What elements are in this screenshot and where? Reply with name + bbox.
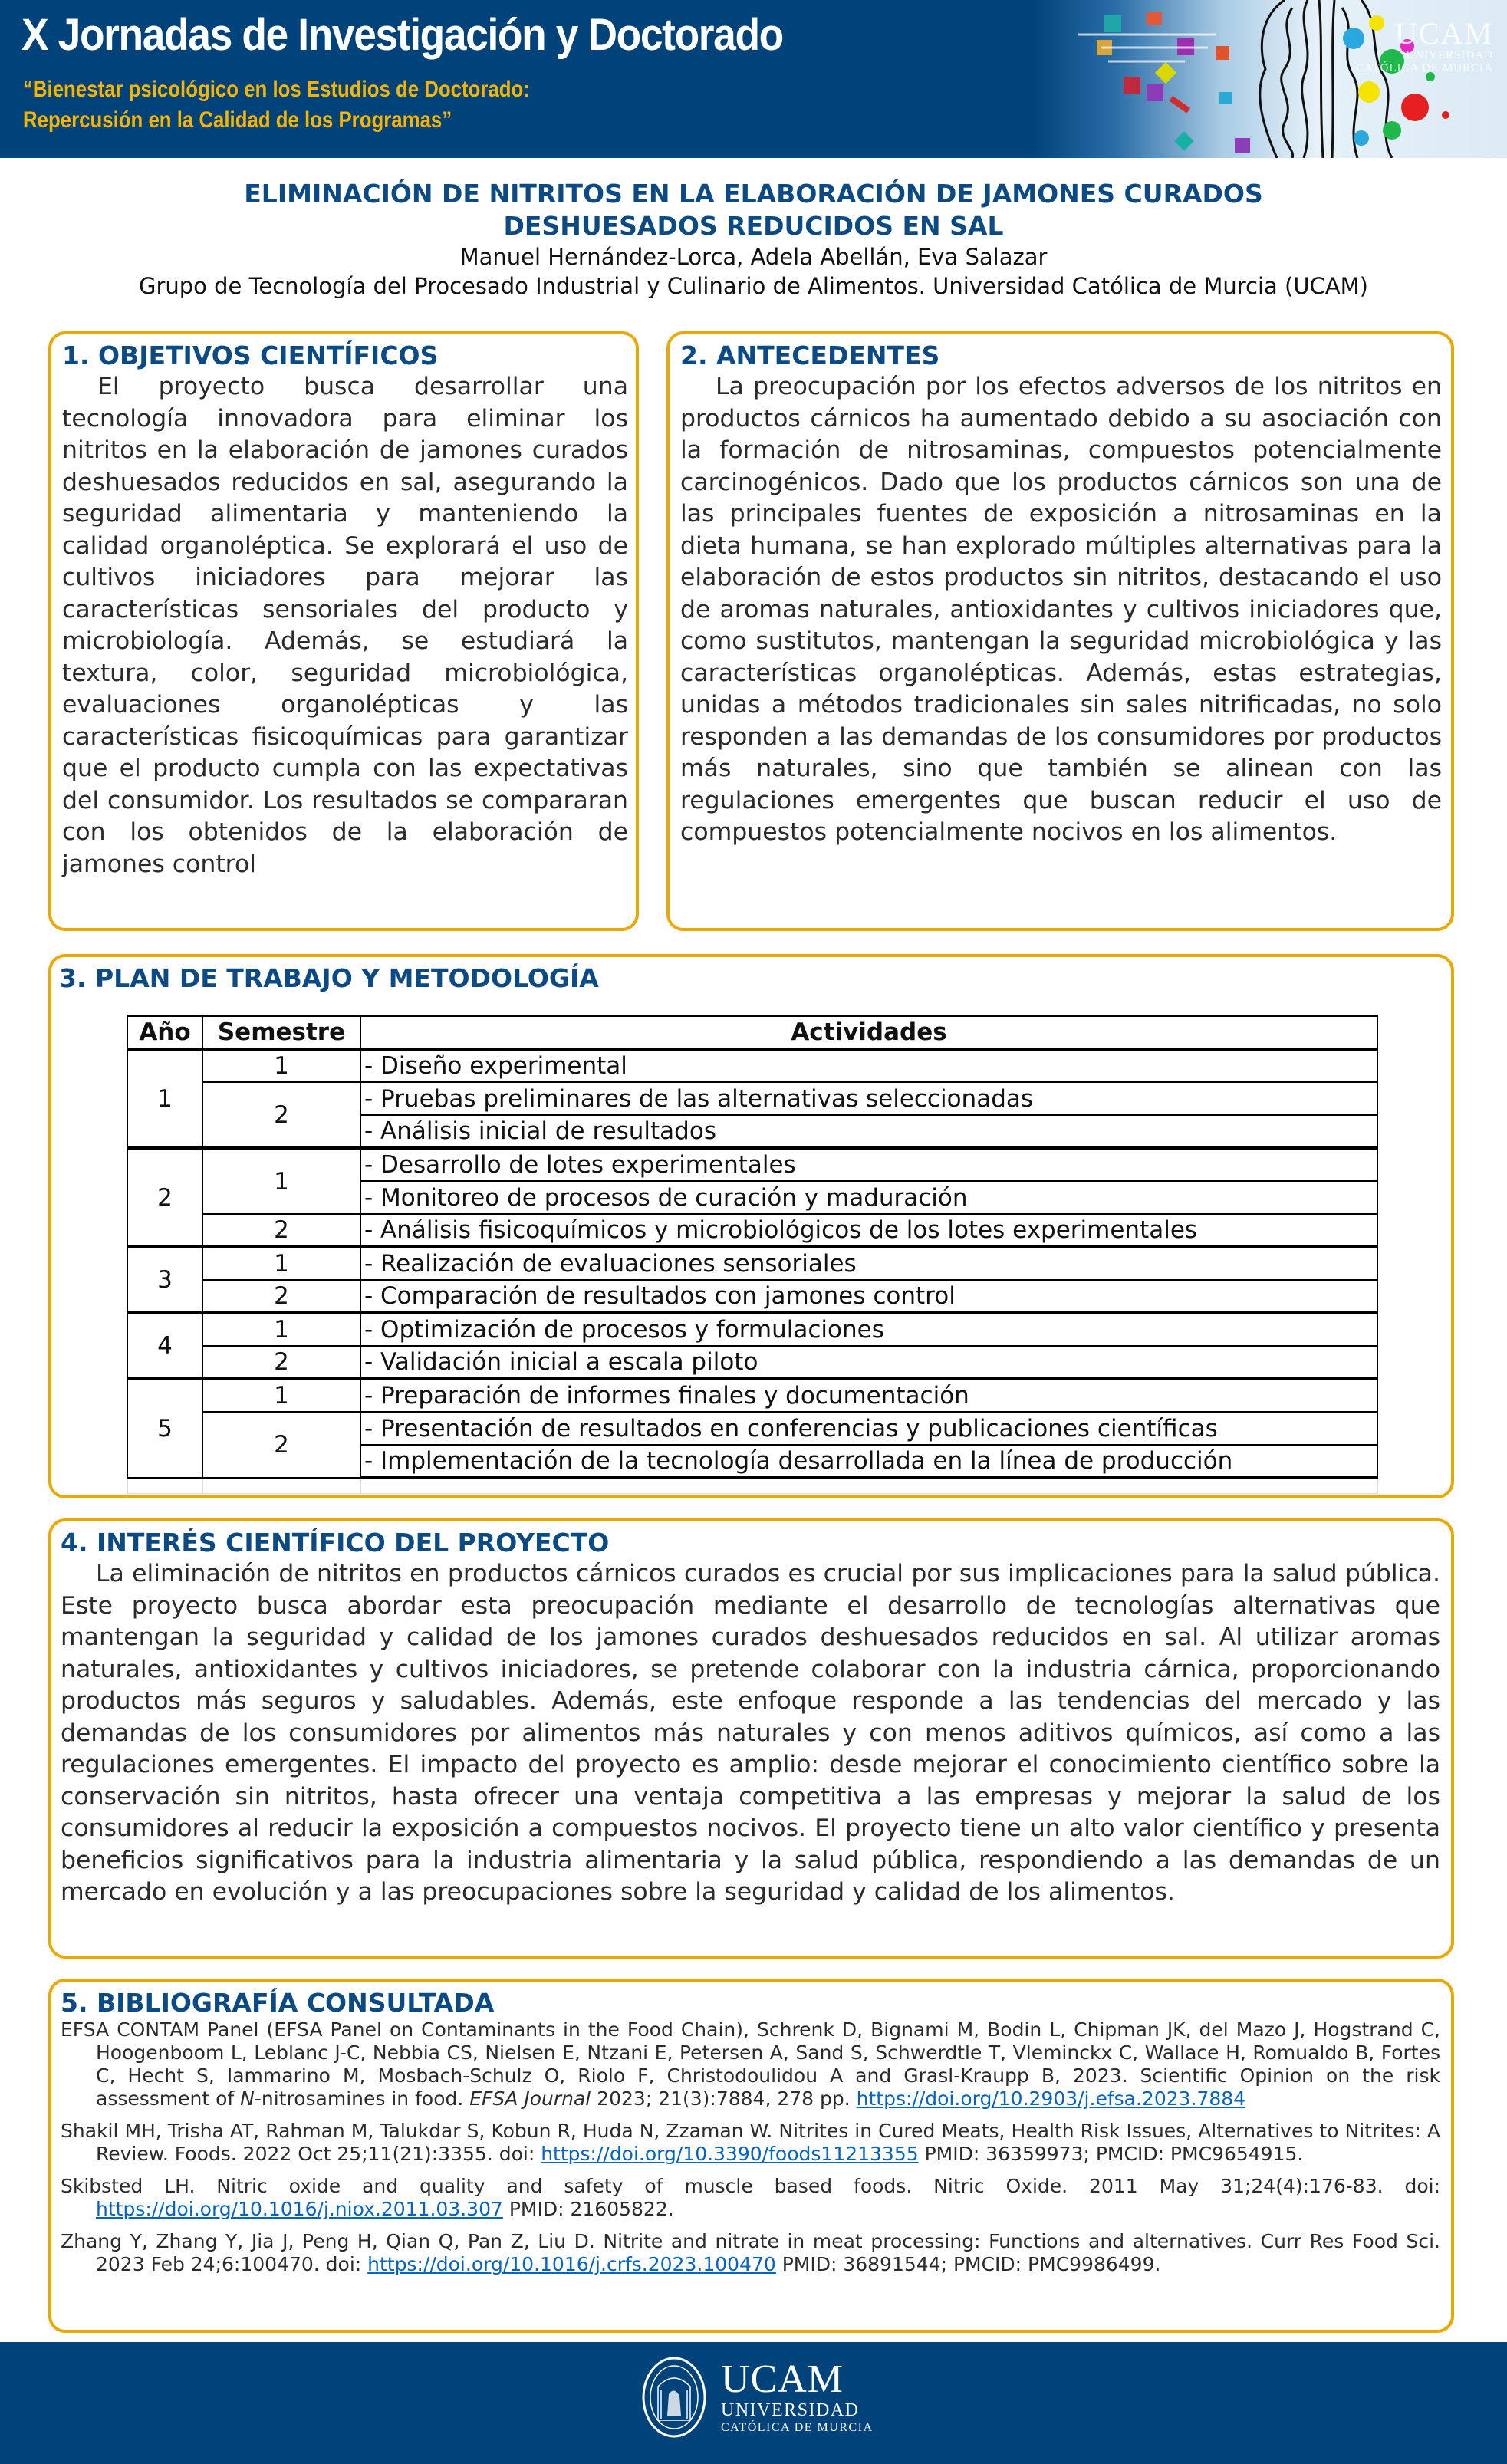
table-row: [127, 1280, 1377, 1313]
semester-cell: 1: [202, 1049, 360, 1082]
table-row: [127, 1049, 1377, 1082]
table-row: [127, 1313, 1377, 1346]
table-row: [127, 1379, 1377, 1412]
banner-ucam-logo: UCAM UNIVERSIDAD CATÓLICA DE MURCIA: [1356, 16, 1493, 74]
year-cell: 1: [127, 1049, 202, 1148]
year-cell: 4: [127, 1313, 202, 1379]
year-cell: 2: [127, 1148, 202, 1247]
section-objetivos: [48, 331, 639, 931]
section-bibliografia: [48, 1979, 1454, 2333]
poster-title-block: [0, 178, 1507, 301]
poster-authors: Manuel Hernández-Lorca, Adela Abellán, Eva Salazar: [459, 244, 1048, 270]
bibliography-entry: EFSA CONTAM Panel (EFSA Panel on Contaminants in the Food Chain), Schrenk D, Bignami M, Bodin L, Chipman JK, del Mazo J, Hogstrand C, Hoogenboom L, Leblanc J-C, Nebbia CS, Nielsen E, Ntzani E, Petersen A, Sand S, Schwerdtle T, Vleminckx C, Wallace H, Romualdo B, Fortes C, Hecht S, Iammarino M, Mosbach-Schulz O, Riolo F, Christodoulidou A and Grasl-Kraupp B, 2023. Scientific Opinion on the risk assessment of N-nitrosamines in food. EFSA Journal 2023; 21(3):7884, 278 pp. https://doi.org/10.2903/j.efsa.2023.7884: [61, 2018, 1440, 2110]
table-empty-row: [127, 1478, 1377, 1493]
column-header-ano: Año: [127, 1016, 202, 1049]
table-row: [127, 1346, 1377, 1379]
section-body: La eliminación de nitritos en productos cárnicos curados es crucial por sus implicaciones para la salud pública. Este proyecto busca abordar esta preocupación mediante el desarrollo de tecnologías alternativas que mantengan la seguridad y calidad de los jamones curados deshuesados reducidos en sal. Al utilizar aromas naturales, antioxidantes y cultivos iniciadores, se pretende colaborar con la industria cárnica, proporcionando productos más seguros y saludables. Además, este enfoque responde a las tendencias del mercado y las demandas de los consumidores por alimentos más naturales y con menos aditivos químicos, así como a las regulaciones emergentes. El impacto del proyecto es amplio: desde mejorar el conocimiento científico sobre la conservación sin nitritos, hasta ofrecer una ventaja competitiva a las empresas y mejorar la salud de los consumidores al reducir la exposición a compuestos nocivos. El proyecto tiene un alto valor científico y presenta beneficios significativos para la industria alimentaria y la salud pública, respondiendo a las demandas de un mercado en evolución y a las preocupaciones sobre la seguridad y calidad de los alimentos.: [61, 1560, 1440, 1906]
semester-cell: 2: [202, 1082, 360, 1148]
work-plan-table: [127, 1015, 1378, 1494]
activity-cell: - Validación inicial a escala piloto: [360, 1346, 1377, 1379]
table-row: [127, 1082, 1377, 1115]
doi-link[interactable]: https://doi.org/10.1016/j.crfs.2023.100470: [367, 2253, 776, 2275]
poster-affiliation: Grupo de Tecnología del Procesado Industrial y Culinario de Alimentos. Universidad Católica de Murcia (UCAM): [139, 273, 1368, 299]
semester-cell: 1: [202, 1313, 360, 1346]
section-title: 5. BIBLIOGRAFÍA CONSULTADA: [61, 1988, 495, 2018]
table-row: [127, 1148, 1377, 1181]
activity-cell: - Comparación de resultados con jamones control: [360, 1280, 1377, 1313]
activity-cell: - Realización de evaluaciones sensoriales: [360, 1247, 1377, 1280]
year-cell: 3: [127, 1247, 202, 1313]
poster-title-line2: DESHUESADOS REDUCIDOS EN SAL: [503, 211, 1004, 241]
section-title: 1. OBJETIVOS CIENTÍFICOS: [62, 340, 439, 370]
activity-cell: - Análisis inicial de resultados: [360, 1115, 1377, 1148]
semester-cell: 2: [202, 1280, 360, 1313]
section-title: 2. ANTECEDENTES: [680, 340, 940, 370]
poster-title-line1: ELIMINACIÓN DE NITRITOS EN LA ELABORACIÓN DE JAMONES CURADOS: [244, 179, 1263, 209]
activity-cell: - Presentación de resultados en conferencias y publicaciones científicas: [360, 1412, 1377, 1445]
ucam-logo: [641, 2356, 874, 2439]
activity-cell: - Monitoreo de procesos de curación y maduración: [360, 1181, 1377, 1214]
university-seal-icon: [641, 2356, 707, 2439]
section-body: La preocupación por los efectos adversos de los nitritos en productos cárnicos ha aumentado debido a su asociación con la formación de nitrosaminas, compuestos potencialmente carcinogénicos. Dado que los productos cárnicos son una de las principales fuentes de exposición a nitrosaminas en la dieta humana, se han explorado múltiples alternativas para la elaboración de estos productos sin nitritos, destacando el uso de aromas naturales, antioxidantes y cultivos iniciadores que, como sustitutos, mantengan la seguridad microbiológica y las características organolépticas. Además, estas estrategias, unidas a métodos tradicionales sin sales nitrificadas, no solo responden a las demandas de los consumidores por productos más naturales, sino que también se alinean con las regulaciones emergentes que buscan reducir el uso de compuestos potencialmente nocivos en los alimentos.: [680, 373, 1442, 846]
activity-cell: - Pruebas preliminares de las alternativas seleccionadas: [360, 1082, 1377, 1115]
column-header-semestre: Semestre: [202, 1016, 360, 1049]
semester-cell: 2: [202, 1214, 360, 1247]
doi-link[interactable]: https://doi.org/10.1016/j.niox.2011.03.307: [96, 2198, 503, 2220]
activity-cell: - Análisis fisicoquímicos y microbiológicos de los lotes experimentales: [360, 1214, 1377, 1247]
bibliography-entry: Shakil MH, Trisha AT, Rahman M, Talukdar S, Kobun R, Huda N, Zzaman W. Nitrites in Cured Meats, Health Risk Issues, Alternatives to Nitrites: A Review. Foods. 2022 Oct 25;11(21):3355. doi: https://doi.org/10.3390/foods11213355 PMID: 36359973; PMCID: PMC9654915.: [61, 2120, 1440, 2165]
table-row: [127, 1247, 1377, 1280]
bibliography-entry: Zhang Y, Zhang Y, Jia J, Peng H, Qian Q, Pan Z, Liu D. Nitrite and nitrate in meat processing: Functions and alternatives. Curr Res Food Sci. 2023 Feb 24;6:100470. doi: https://doi.org/10.1016/j.crfs.2023.100470 PMID: 36891544; PMCID: PMC9986499.: [61, 2230, 1440, 2275]
event-subtitle-line2: Repercusión en la Calidad de los Programas”: [23, 107, 452, 133]
event-subtitle-line1: “Bienestar psicológico en los Estudios de Doctorado:: [23, 77, 530, 102]
footer-logo-line2: UNIVERSIDAD: [721, 2400, 860, 2420]
section-title: 4. INTERÉS CIENTÍFICO DEL PROYECTO: [61, 1528, 610, 1558]
section-body: El proyecto busca desarrollar una tecnología innovadora para eliminar los nitritos en la elaboración de jamones curados deshuesados reducidos en sal, asegurando la seguridad alimentaria y manteniendo la calidad organoléptica. Se explorará el uso de cultivos iniciadores para mejorar las características sensoriales del producto y microbiología. Además, se estudiará la textura, color, seguridad microbiológica, evaluaciones organolépticas y las características fisicoquímicas para garantizar que el producto cumpla con las expectativas del consumidor. Los resultados se compararan con los obtenidos de la elaboración de jamones control: [62, 373, 628, 878]
year-cell: 5: [127, 1379, 202, 1478]
section-interes-cientifico: [48, 1518, 1454, 1959]
footer-logo-main: UCAM: [721, 2357, 844, 2401]
table-row: [127, 1214, 1377, 1247]
footer: [0, 2342, 1507, 2464]
section-plan-trabajo: [48, 954, 1454, 1498]
footer-logo-line3: CATÓLICA DE MURCIA: [721, 2421, 874, 2434]
bibliography-entry: Skibsted LH. Nitric oxide and quality and safety of muscle based foods. Nitric Oxide. 2011 May 31;24(4):176-83. doi: https://doi.org/10.1016/j.niox.2011.03.307 PMID: 21605822.: [61, 2175, 1440, 2220]
semester-cell: 2: [202, 1346, 360, 1379]
activity-cell: - Diseño experimental: [360, 1049, 1377, 1082]
activity-cell: - Preparación de informes finales y documentación: [360, 1379, 1377, 1412]
doi-link[interactable]: https://doi.org/10.3390/foods11213355: [541, 2143, 919, 2165]
table-header-row: [127, 1016, 1377, 1049]
section-title: 3. PLAN DE TRABAJO Y METODOLOGÍA: [59, 963, 599, 993]
doi-link[interactable]: https://doi.org/10.2903/j.efsa.2023.7884: [856, 2087, 1246, 2110]
event-title: X Jornadas de Investigación y Doctorado: [21, 10, 783, 60]
semester-cell: 2: [202, 1412, 360, 1478]
semester-cell: 1: [202, 1247, 360, 1280]
semester-cell: 1: [202, 1379, 360, 1412]
header-banner: [0, 0, 1507, 158]
activity-cell: - Optimización de procesos y formulaciones: [360, 1313, 1377, 1346]
section-antecedentes: [666, 331, 1454, 931]
activity-cell: - Desarrollo de lotes experimentales: [360, 1148, 1377, 1181]
activity-cell: - Implementación de la tecnología desarrollada en la línea de producción: [360, 1445, 1377, 1478]
column-header-actividades: Actividades: [360, 1016, 1377, 1049]
brain-illustration: [1032, 0, 1507, 158]
semester-cell: 1: [202, 1148, 360, 1214]
table-row: [127, 1412, 1377, 1445]
